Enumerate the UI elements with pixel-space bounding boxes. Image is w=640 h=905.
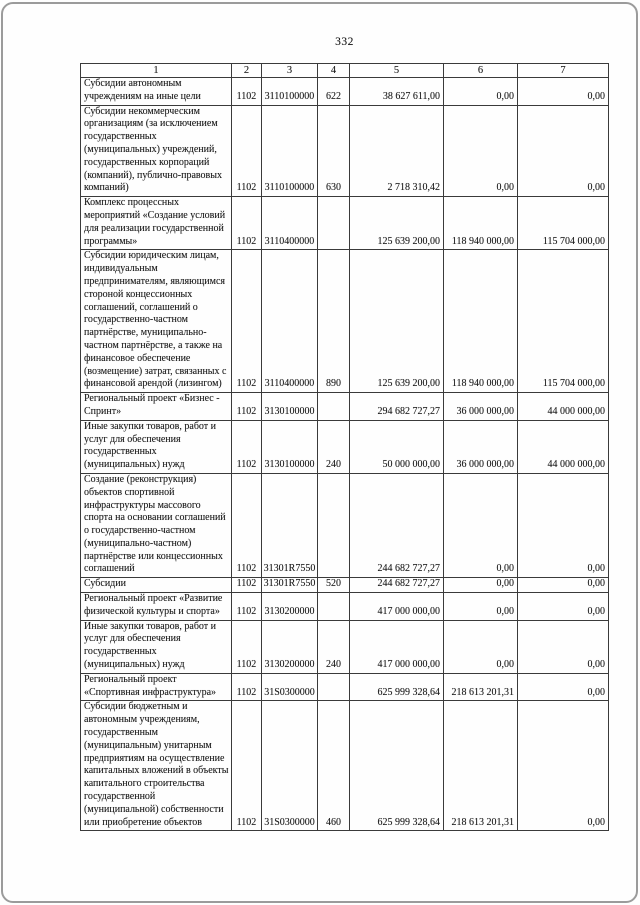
cell-section-code: 1102 [232, 593, 262, 621]
cell-description: Иные закупки товаров, работ и услуг для обеспечения государственных (муниципальных) нужд [81, 420, 232, 473]
cell-target-article-code: 3130200000 [262, 620, 318, 673]
table-row [81, 620, 609, 673]
page-number: 332 [335, 36, 354, 48]
cell-expense-type-code: 630 [318, 105, 350, 197]
cell-amount-col5: 50 000 000,00 [350, 420, 444, 473]
cell-section-code: 1102 [232, 250, 262, 393]
cell-expense-type-code: 460 [318, 701, 350, 831]
cell-amount-col5: 417 000 000,00 [350, 593, 444, 621]
cell-amount-col7: 0,00 [518, 473, 609, 577]
table-row [81, 578, 609, 593]
cell-description: Создание (реконструкция) объектов спортивной инфраструктуры массового спорта на основании соглашений о государственно-частном (муниципально-частном) партнёрстве или концессионных соглашений [81, 473, 232, 577]
cell-section-code: 1102 [232, 78, 262, 106]
cell-amount-col6: 0,00 [444, 578, 518, 593]
cell-section-code: 1102 [232, 393, 262, 421]
cell-amount-col5: 38 627 611,00 [350, 78, 444, 106]
cell-expense-type-code [318, 197, 350, 250]
cell-target-article-code: 3110400000 [262, 197, 318, 250]
cell-section-code: 1102 [232, 578, 262, 593]
table-row [81, 673, 609, 701]
cell-target-article-code: 31301R7550 [262, 473, 318, 577]
table-row [81, 250, 609, 393]
cell-amount-col5: 125 639 200,00 [350, 197, 444, 250]
column-header: 1 [81, 64, 232, 78]
cell-amount-col7: 115 704 000,00 [518, 250, 609, 393]
table-row [81, 473, 609, 577]
cell-section-code: 1102 [232, 105, 262, 197]
cell-description: Субсидии [81, 578, 232, 593]
column-header: 4 [318, 64, 350, 78]
cell-expense-type-code [318, 673, 350, 701]
cell-amount-col6: 36 000 000,00 [444, 393, 518, 421]
cell-amount-col7: 0,00 [518, 593, 609, 621]
cell-target-article-code: 3110100000 [262, 105, 318, 197]
cell-target-article-code: 31S0300000 [262, 701, 318, 831]
cell-amount-col7: 0,00 [518, 673, 609, 701]
cell-expense-type-code [318, 393, 350, 421]
cell-target-article-code: 3130200000 [262, 593, 318, 621]
cell-description: Субсидии юридическим лицам, индивидуальным предпринимателям, являющимся стороной концессионных соглашений, соглашений о государственно-частном партнёрстве, муниципально-частном партнёрстве, а также на финансовое обеспечение (возмещение) затрат, связанных с финансовой арендой (лизингом) [81, 250, 232, 393]
column-header: 3 [262, 64, 318, 78]
cell-description: Комплекс процессных мероприятий «Создание условий для реализации государственной программы» [81, 197, 232, 250]
cell-section-code: 1102 [232, 420, 262, 473]
table-row [81, 420, 609, 473]
cell-section-code: 1102 [232, 701, 262, 831]
cell-description: Региональный проект «Спортивная инфраструктура» [81, 673, 232, 701]
table-header-row [81, 64, 609, 78]
cell-amount-col5: 294 682 727,27 [350, 393, 444, 421]
cell-amount-col7: 0,00 [518, 78, 609, 106]
cell-amount-col7: 44 000 000,00 [518, 393, 609, 421]
cell-target-article-code: 3110400000 [262, 250, 318, 393]
cell-expense-type-code: 240 [318, 420, 350, 473]
cell-amount-col5: 417 000 000,00 [350, 620, 444, 673]
cell-amount-col6: 0,00 [444, 105, 518, 197]
table-row [81, 393, 609, 421]
cell-target-article-code: 31301R7550 [262, 578, 318, 593]
cell-section-code: 1102 [232, 620, 262, 673]
cell-amount-col7: 0,00 [518, 105, 609, 197]
column-header: 2 [232, 64, 262, 78]
cell-expense-type-code [318, 593, 350, 621]
cell-target-article-code: 3130100000 [262, 393, 318, 421]
table-row [81, 197, 609, 250]
cell-amount-col5: 625 999 328,64 [350, 701, 444, 831]
cell-amount-col6: 0,00 [444, 593, 518, 621]
cell-description: Региональный проект «Развитие физической культуры и спорта» [81, 593, 232, 621]
cell-amount-col5: 244 682 727,27 [350, 473, 444, 577]
table-row [81, 78, 609, 106]
cell-expense-type-code [318, 473, 350, 577]
cell-amount-col6: 218 613 201,31 [444, 701, 518, 831]
column-header: 6 [444, 64, 518, 78]
cell-section-code: 1102 [232, 673, 262, 701]
cell-amount-col6: 118 940 000,00 [444, 197, 518, 250]
cell-amount-col6: 118 940 000,00 [444, 250, 518, 393]
cell-amount-col5: 2 718 310,42 [350, 105, 444, 197]
cell-description: Субсидии бюджетным и автономным учреждениям, государственным (муниципальным) унитарным предприятиям на осуществление капитальных вложений в объекты капитального строительства государственной (муниципальной) собственности или приобретение объектов [81, 701, 232, 831]
cell-description: Субсидии некоммерческим организациям (за исключением государственных (муниципальных) учреждений, государственных корпораций (компаний), публично-правовых компаний) [81, 105, 232, 197]
cell-expense-type-code: 520 [318, 578, 350, 593]
cell-amount-col6: 0,00 [444, 78, 518, 106]
cell-section-code: 1102 [232, 197, 262, 250]
table-row [81, 701, 609, 831]
cell-expense-type-code: 622 [318, 78, 350, 106]
cell-section-code: 1102 [232, 473, 262, 577]
cell-amount-col5: 244 682 727,27 [350, 578, 444, 593]
table-row [81, 105, 609, 197]
cell-target-article-code: 31S0300000 [262, 673, 318, 701]
cell-amount-col7: 0,00 [518, 578, 609, 593]
cell-amount-col7: 0,00 [518, 620, 609, 673]
cell-amount-col7: 44 000 000,00 [518, 420, 609, 473]
cell-description: Иные закупки товаров, работ и услуг для обеспечения государственных (муниципальных) нужд [81, 620, 232, 673]
cell-expense-type-code: 890 [318, 250, 350, 393]
cell-amount-col6: 0,00 [444, 473, 518, 577]
cell-target-article-code: 3130100000 [262, 420, 318, 473]
cell-amount-col7: 0,00 [518, 701, 609, 831]
column-header: 5 [350, 64, 444, 78]
table-row [81, 593, 609, 621]
cell-target-article-code: 3110100000 [262, 78, 318, 106]
cell-expense-type-code: 240 [318, 620, 350, 673]
cell-description: Субсидии автономным учреждениям на иные цели [81, 78, 232, 106]
cell-description: Региональный проект «Бизнес - Спринт» [81, 393, 232, 421]
budget-table [80, 63, 609, 831]
cell-amount-col6: 218 613 201,31 [444, 673, 518, 701]
cell-amount-col5: 125 639 200,00 [350, 250, 444, 393]
cell-amount-col6: 0,00 [444, 620, 518, 673]
cell-amount-col7: 115 704 000,00 [518, 197, 609, 250]
cell-amount-col6: 36 000 000,00 [444, 420, 518, 473]
table-body [81, 78, 609, 831]
cell-amount-col5: 625 999 328,64 [350, 673, 444, 701]
column-header: 7 [518, 64, 609, 78]
